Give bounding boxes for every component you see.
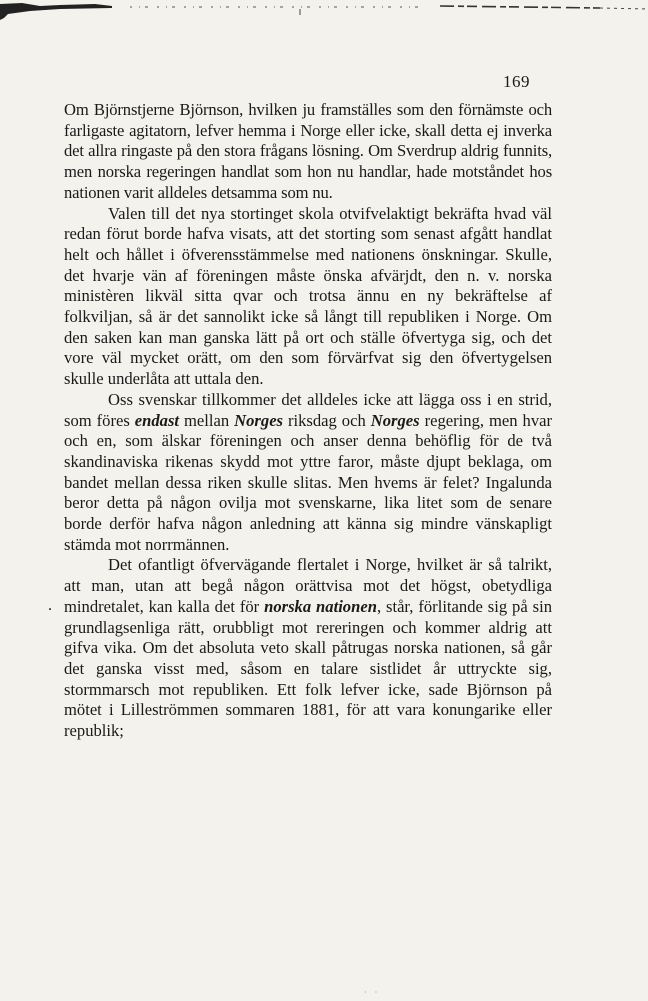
emphasized-text: norska nationen xyxy=(264,596,377,616)
text-run: Det ofantligt öfvervägande flertalet i Norge, hvilket är så talrikt, att man, utan att begå någon orättvisa mot det högst, obetydliga mindretalet, kan kalla det för xyxy=(64,555,552,616)
page-number: 169 xyxy=(503,72,530,91)
emphasized-text: Norges xyxy=(370,410,420,430)
emphasized-text: endast xyxy=(134,410,180,430)
emphasized-text: Norges xyxy=(234,410,284,430)
paragraph xyxy=(64,204,552,390)
text-run: riksdag och xyxy=(283,410,371,430)
scan-edge-artifact xyxy=(0,0,648,22)
text-run: Valen till det nya stortinget skola otvifvelaktigt bekräfta hvad väl redan förut borde hafva visats, att det storting som senast afgått handlat helt och hållet i öfverensstämmelse med nationens önskningar. Skulle, det hvarje vän af föreningen måste önska afvärjdt, den n. v. norska ministèren likväl sitta qvar och trotsa ännu en ny bekräftelse af folkviljan, så är det sannolikt icke så långt till republiken i Norge. Om den saken kan man ganska lätt på ort och ställe öfvertyga sig, och det vore väl mycket orätt, om den som förvärfvat sig den öfvertygelsen skulle underlåta att uttala den. xyxy=(64,203,552,389)
text-run: mellan xyxy=(179,410,235,430)
bottom-speck: · · xyxy=(364,988,381,997)
text-run: Om Björnstjerne Björnson, hvilken ju framställes som den förnämste och farligaste agitatorn, lefver hemma i Norge eller icke, skall detta ej inverka det allra ringaste på den stora frågans lösning. Om Sverdrup aldrig funnits, men norska regeringen handlat som hon nu handlar, hade motståndet hos nationen varit alldeles detsamma som nu. xyxy=(64,100,552,202)
text-run: regering, men hvar och en, som älskar föreningen och anser denna behöflig för de två skandinaviska rikenas skydd mot yttre faror, måste djupt beklaga, om bandet mellan dessa riken skulle slitas. Men hvems är felet? Ingalunda beror detta på någon ovilja mot svenskarne, lika litet som de senare borde derför hafva någon anledning att känna sig mindre vänskapligt stämda mot norrmännen. xyxy=(64,410,553,554)
paragraph xyxy=(64,390,552,556)
text-run: , står, förlitande sig på sin grundlagsenliga rätt, orubbligt mot rereringen och kommer aldrig att gifva vika. Om det absoluta veto skall påtrugas norska nationen, så går det ganska visst med, såsom en talare sistlidet år uttryckte sig, stormmarsch mot republiken. Ett folk lefver icke, sade Björnson på mötet i Lilleströmmen sommaren 1881, för att vara konungarike eller republik; xyxy=(64,596,552,741)
body-text xyxy=(64,100,552,742)
paragraph xyxy=(64,555,552,741)
text-run: Oss svenskar tillkommer det alldeles icke att lägga oss i en strid, som föres xyxy=(64,389,552,430)
paragraph xyxy=(64,100,552,204)
margin-speck: . xyxy=(48,597,52,614)
